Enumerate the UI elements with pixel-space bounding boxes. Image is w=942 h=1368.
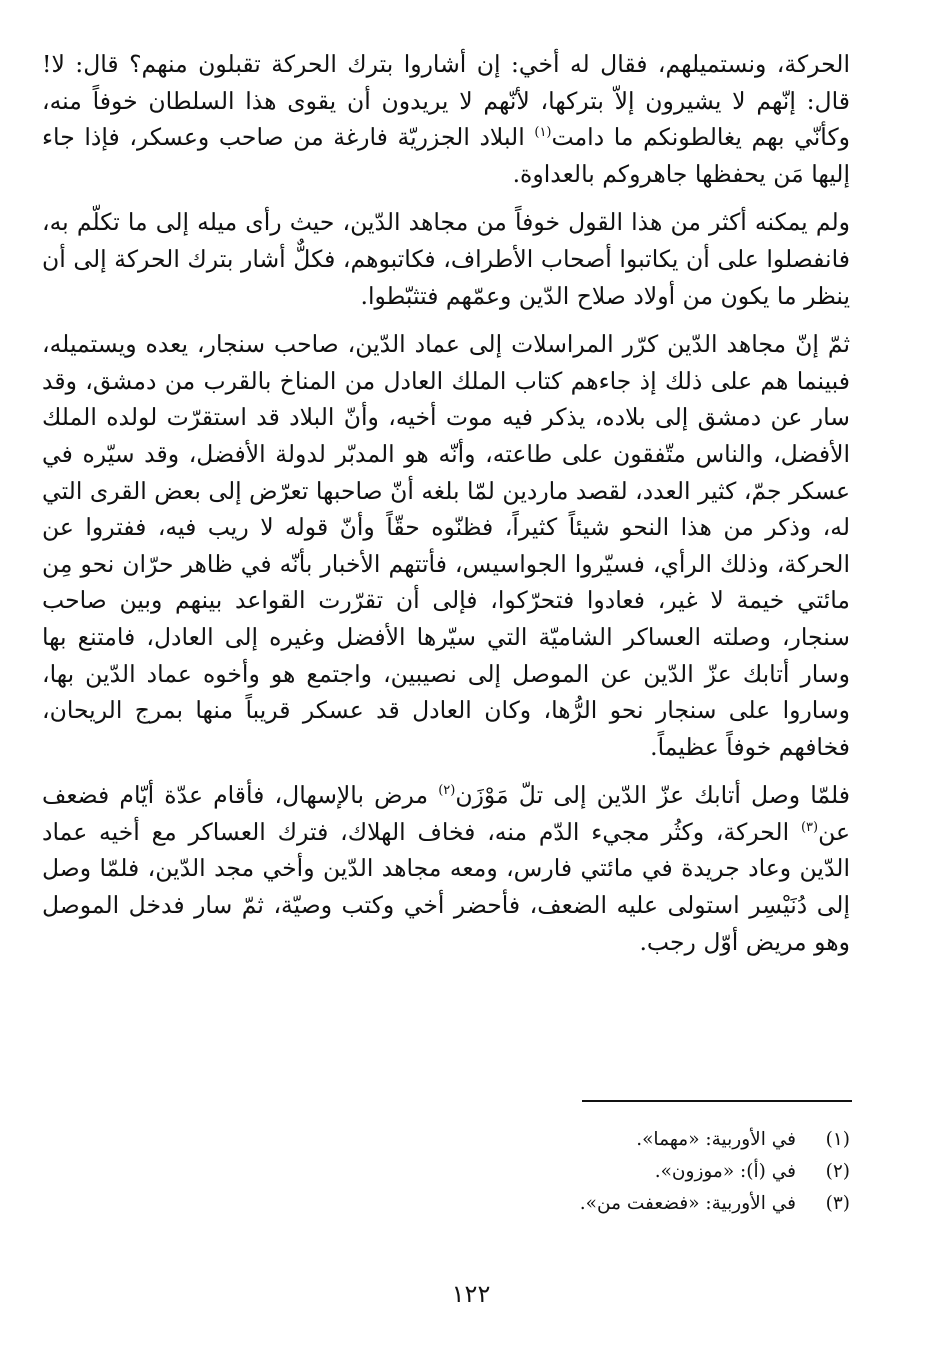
footnote-2 xyxy=(42,1156,850,1188)
paragraph-3: ثمّ إنّ مجاهد الدّين كرّر المراسلات إلى عماد الدّين، صاحب سنجار، يعده ويستميله، فبينما هم على ذلك إذ جاءهم كتاب الملك العادل من المناخ بالقرب من دمشق، وقد سار عن دمشق إلى بلاده، يذكر فيه موت أخيه، وأنّ البلاد قد استقرّت لولده الملك الأفضل، والناس متّفقون على طاعته، وأنّه هو المدبّر لدولة الأفضل، وقد سيّره في عسكر جمّ، كثير العدد، لقصد ماردين لمّا بلغه أنّ صاحبها تعرّض إلى بعض القرى التي له، وذكر من هذا النحو شيئاً كثيراً، فظنّوه حقّاً وأنّ قوله لا ريب فيه، ففتروا عن الحركة، وذلك الرأي، فسيّروا الجواسيس، فأتتهم الأخبار بأنّه في ظاهر حرّان نحو مِن مائتي خيمة لا غير، فعادوا فتحرّكوا، فإلى أن تقرّرت القواعد بينهم وبين صاحب سنجار، وصلته العساكر الشاميّة التي سيّرها الأفضل وغيره إلى العادل، فامتنع بها وسار أتابك عزّ الدّين عن الموصل إلى نصيبين، واجتمع هو وأخوه عماد الدّين بها، وساروا على سنجار نحو الرُّها، وكان العادل قد عسكر قريباً منها بمرج الريحان، فخافهم خوفاً عظيماً. xyxy=(42,330,850,761)
footnote-1 xyxy=(42,1124,850,1156)
footnote-number: (٢) xyxy=(825,1161,850,1182)
main-text xyxy=(42,46,850,972)
page-number: ١٢٢ xyxy=(451,1280,491,1308)
footnote-ref-3[interactable]: (٣) xyxy=(800,820,819,836)
paragraph-4-text-b: مرض بالإسهال، فأقام عدّة أيّام فضعف عن xyxy=(42,781,850,846)
paragraph-4-text-c: الحركة، وكثُر مجيء الدّم منه، فخاف الهلاك، فترك العساكر مع أخيه عماد الدّين وعاد جريدة في مائتي فارس، ومعه مجاهد الدّين وأخي مجد الدّين، فلمّا وصل إلى دُنَيْسِر استولى عليه الضعف، فأحضر أخي وكتب وصيّة، ثمّ سار فدخل الموصل وهو مريض أوّل رجب. xyxy=(42,817,850,956)
paragraph-1 xyxy=(42,46,850,192)
footnote-ref-1[interactable]: (١) xyxy=(534,125,552,141)
footnote-number: (١) xyxy=(825,1129,850,1150)
footnote-text: في الأوربية: «فضعفت من». xyxy=(579,1193,796,1214)
footnote-text: في (أ): «موزون». xyxy=(654,1161,796,1182)
footnote-separator xyxy=(582,1100,852,1102)
footnotes xyxy=(42,1124,850,1220)
footnote-text: في الأوربية: «مهما». xyxy=(636,1129,796,1150)
paragraph-4 xyxy=(42,777,850,960)
footnote-ref-2[interactable]: (٢) xyxy=(438,783,456,799)
footnote-number: (٣) xyxy=(825,1193,850,1214)
footnote-3 xyxy=(42,1188,850,1220)
paragraph-1-text-a: الحركة، ونستميلهم، فقال له أخي: إن أشاروا بترك الحركة تقبلون منهم؟ قال: لا! قال: إنّهم لا يشيرون إلاّ بتركها، لأنّهم لا يريدون أن يقوى هذا السلطان خوفاً منه، وكأنّي بهم يغالطونكم ما دامت xyxy=(42,50,850,152)
paragraph-2: ولم يمكنه أكثر من هذا القول خوفاً من مجاهد الدّين، حيث رأى ميله إلى ما تكلّم به، فانفصلوا على أن يكاتبوا أصحاب الأطراف، فكاتبوهم، فكلٌّ أشار بترك الحركة إلى أن ينظر ما يكون من أولاد صلاح الدّين وعمّهم فتثبّطوا. xyxy=(42,208,850,310)
paragraph-4-text-a: فلمّا وصل أتابك عزّ الدّين إلى تلّ مَوْزَن xyxy=(455,781,850,810)
paragraph-1-text-b: البلاد الجزريّة فارغة من صاحب وعسكر، فإذا جاء إليها مَن يحفظها جاهروكم بالعداوة. xyxy=(42,123,850,188)
